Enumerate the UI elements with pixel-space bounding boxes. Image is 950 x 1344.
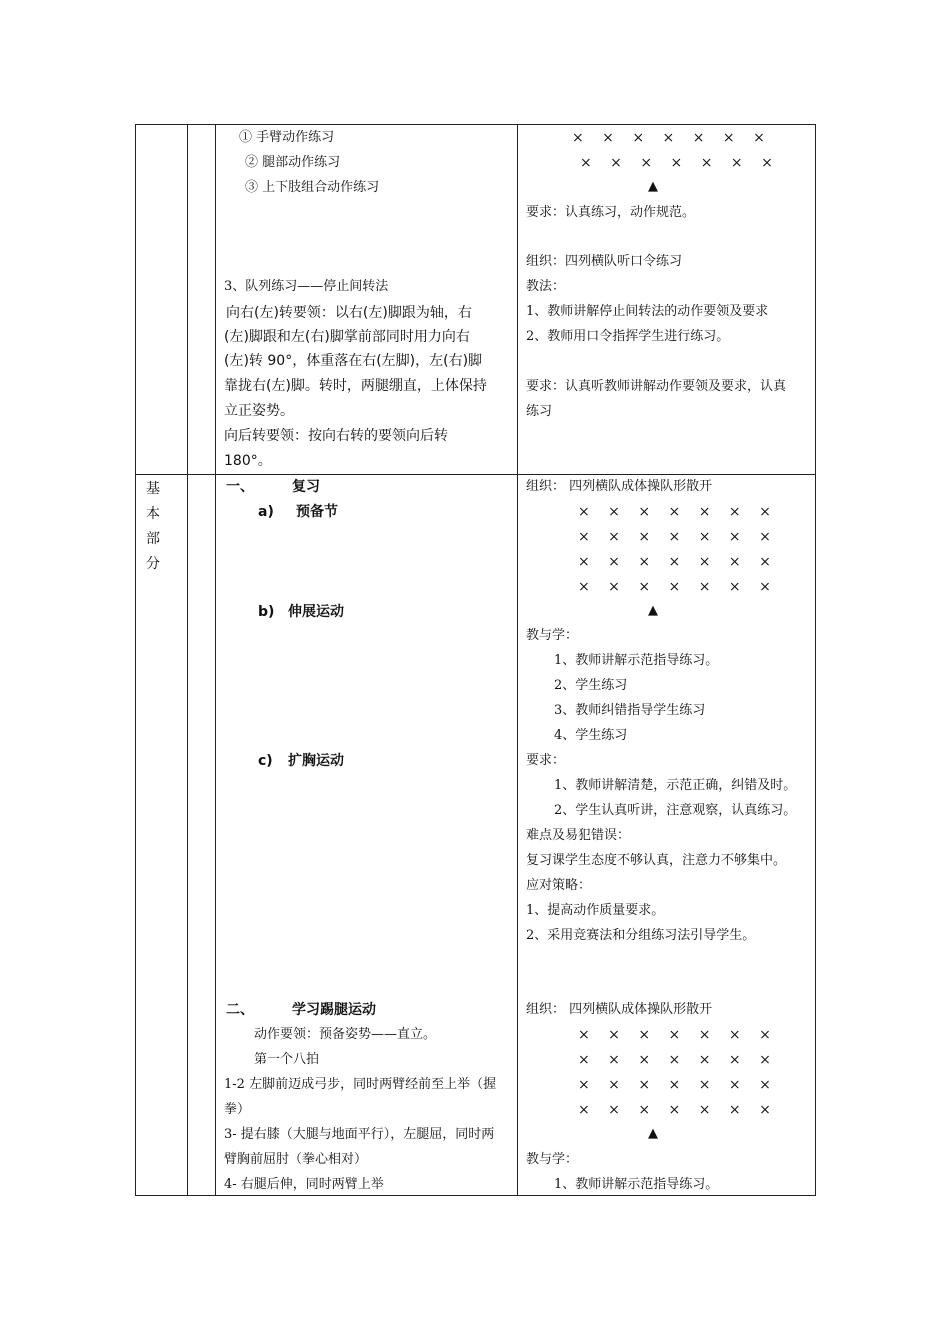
formation-row: × × × × × × × [580, 155, 780, 171]
queue-line: 向后转要领：按向右转的要领向后转 [224, 428, 448, 444]
strategy-item: 1、提高动作质量要求。 [526, 903, 665, 918]
item-label: c) [258, 753, 273, 769]
lesson-plan-table [135, 124, 816, 1196]
formation-row: × × × × × × × [578, 579, 778, 595]
teach-item: 3、教师纠错指导学生练习 [554, 703, 706, 718]
formation-row: × × × × × × × [578, 1077, 778, 1093]
body-line: 1-2 左脚前迈成弓步，同时两臂经前至上举（握 [224, 1077, 497, 1092]
section-label: 基 本 部 分 [146, 481, 160, 572]
teach-title: 教与学： [526, 1152, 579, 1167]
method-title: 教法： [526, 279, 566, 294]
queue-line: 立正姿势。 [224, 403, 294, 419]
requirement-text: 要求：认真听教师讲解动作要领及要求，认真 [526, 379, 787, 394]
body-line: 臂胸前屈肘（拳心相对） [224, 1152, 368, 1167]
column-divider [187, 125, 188, 1195]
item-label: b) [258, 604, 275, 620]
organization-text: 组织：四列横队听口令练习 [526, 254, 683, 269]
strategy-item: 2、采用竞赛法和分组练习法引导学生。 [526, 928, 756, 943]
organization-text: 组织： 四列横队成体操队形散开 [526, 1002, 713, 1017]
teacher-mark: ▲ [648, 603, 658, 618]
body-line: 3- 提右膝（大腿与地面平行），左腿屈，同时两 [224, 1127, 495, 1142]
item-heading: 伸展运动 [288, 604, 344, 620]
teach-item: 4、学生练习 [554, 728, 628, 743]
requirement-item: 1、教师讲解清楚，示范正确，纠错及时。 [554, 778, 797, 793]
sub-item: ② 腿部动作练习 [245, 155, 341, 170]
strategy-title: 应对策略： [526, 878, 592, 893]
teacher-mark: ▲ [648, 1126, 658, 1141]
formation-row: × × × × × × × [578, 1052, 778, 1068]
difficulty-title: 难点及易犯错误： [526, 828, 631, 843]
teach-item: 2、学生练习 [554, 678, 628, 693]
queue-line: 靠拢右(左)脚。转时，两腿绷直，上体保持 [224, 378, 487, 394]
formation-row: × × × × × × × [572, 130, 772, 146]
method-item: 2、教师用口令指挥学生进行练习。 [526, 329, 730, 344]
formation-row: × × × × × × × [578, 1027, 778, 1043]
teacher-mark: ▲ [648, 179, 658, 194]
formation-row: × × × × × × × [578, 529, 778, 545]
heading-number: 二、 [226, 1002, 254, 1018]
requirement-text: 练习 [526, 404, 553, 419]
requirement-title: 要求： [526, 753, 566, 768]
column-divider [517, 125, 518, 1195]
item-label: a) [258, 504, 274, 520]
formation-row: × × × × × × × [578, 504, 778, 520]
sub-item: ① 手臂动作练习 [239, 130, 335, 145]
section-heading: 学习踢腿运动 [292, 1002, 376, 1018]
teach-title: 教与学： [526, 628, 579, 643]
body-line: 拳） [224, 1102, 251, 1117]
item-heading: 扩胸运动 [288, 753, 344, 769]
formation-row: × × × × × × × [578, 1102, 778, 1118]
queue-title: 3、队列练习——停止间转法 [224, 279, 389, 294]
body-line: 4- 右腿后伸，同时两臂上举 [224, 1177, 384, 1192]
organization-text: 组织： 四列横队成体操队形散开 [526, 479, 713, 494]
method-item: 1、教师讲解停止间转法的动作要领及要求 [526, 304, 769, 319]
heading-number: 一、 [226, 479, 254, 495]
requirement-item: 2、学生认真听讲，注意观察，认真练习。 [554, 803, 797, 818]
row-divider [136, 474, 815, 475]
queue-line: (左)脚跟和左(右)脚掌前部同时用力向右 [224, 329, 470, 345]
formation-row: × × × × × × × [578, 554, 778, 570]
column-divider [215, 125, 216, 1195]
sub-item: ③ 上下肢组合动作练习 [245, 180, 380, 195]
body-line: 第一个八拍 [254, 1052, 320, 1067]
body-line: 动作要领：预备姿势——直立。 [254, 1027, 437, 1042]
requirement-text: 要求：认真练习，动作规范。 [526, 205, 696, 220]
teach-item: 1、教师讲解示范指导练习。 [554, 653, 719, 668]
difficulty-text: 复习课学生态度不够认真，注意力不够集中。 [526, 853, 787, 868]
section-heading: 复习 [292, 479, 320, 495]
item-heading: 预备节 [296, 504, 338, 520]
queue-line: 180°。 [224, 453, 272, 469]
queue-line: 向右(左)转要领：以右(左)脚跟为轴，右 [226, 305, 472, 321]
queue-line: (左)转 90°，体重落在右(左脚)，左(右)脚 [224, 353, 483, 369]
teach-item: 1、教师讲解示范指导练习。 [554, 1177, 719, 1192]
